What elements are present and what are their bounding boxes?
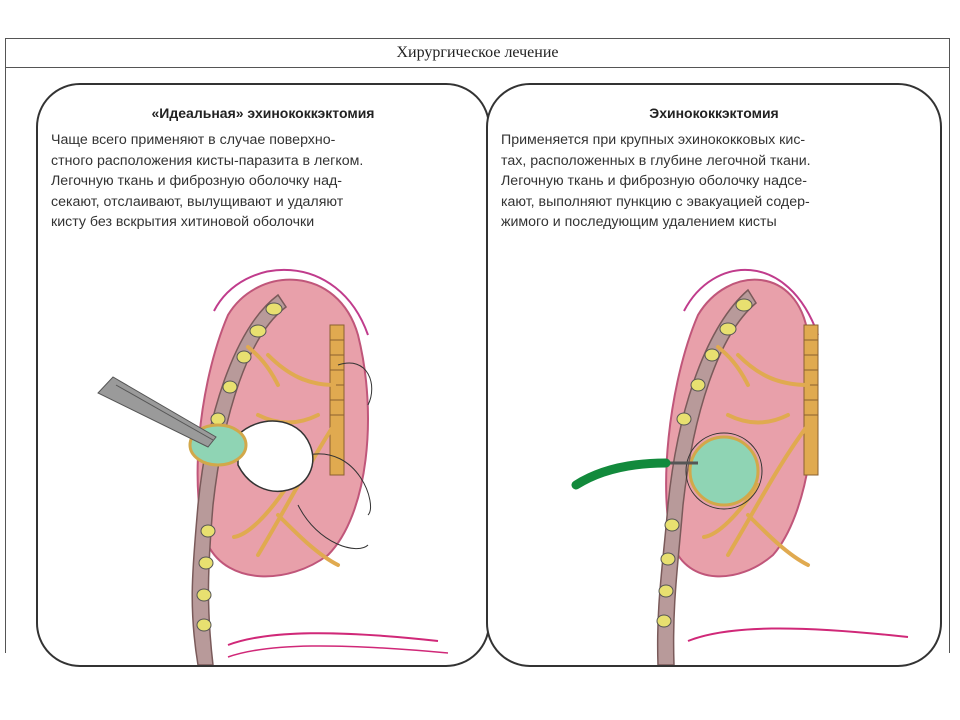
trachea: [804, 325, 818, 475]
cyst: [690, 437, 758, 505]
illustration-echinococcectomy: [488, 85, 940, 665]
panel-title-ideal: «Идеальная» эхинококкэктомия: [151, 105, 375, 121]
cyst-cavity: [238, 421, 313, 491]
diaphragm: [688, 628, 908, 641]
header-band: [6, 39, 949, 68]
drain-tube-icon: [576, 463, 666, 485]
diaphragm-lower: [228, 646, 448, 657]
panel-title-echinococcectomy: Эхинококкэктомия: [649, 105, 779, 121]
forceps-icon: [98, 377, 216, 447]
diaphragm: [228, 633, 438, 645]
panel-description-ideal: Чаще всего применяют в случае поверхно- стного расположения кисты-паразита в легком. Легочную ткань и фиброзную оболочку над- секают, отслаивают, вылущивают и удаляют кисту без вскрытия хитиновой оболочки: [51, 132, 364, 230]
slide-sheet: [5, 38, 950, 653]
page-title: Хирургическое лечение: [396, 44, 559, 61]
illustration-ideal: [38, 85, 488, 665]
trachea: [330, 325, 344, 475]
panel-description-echinococcectomy: Применяется при крупных эхинококковых кис- тах, расположенных в глубине легочной ткани. Легочную ткань и фиброзную оболочку надсе- кают, выполняют пункцию с эвакуацией содер- жимого и последующим удалением кисты: [501, 132, 811, 230]
panel-ideal-echinococcectomy: [36, 83, 490, 667]
panel-echinococcectomy: [486, 83, 942, 667]
